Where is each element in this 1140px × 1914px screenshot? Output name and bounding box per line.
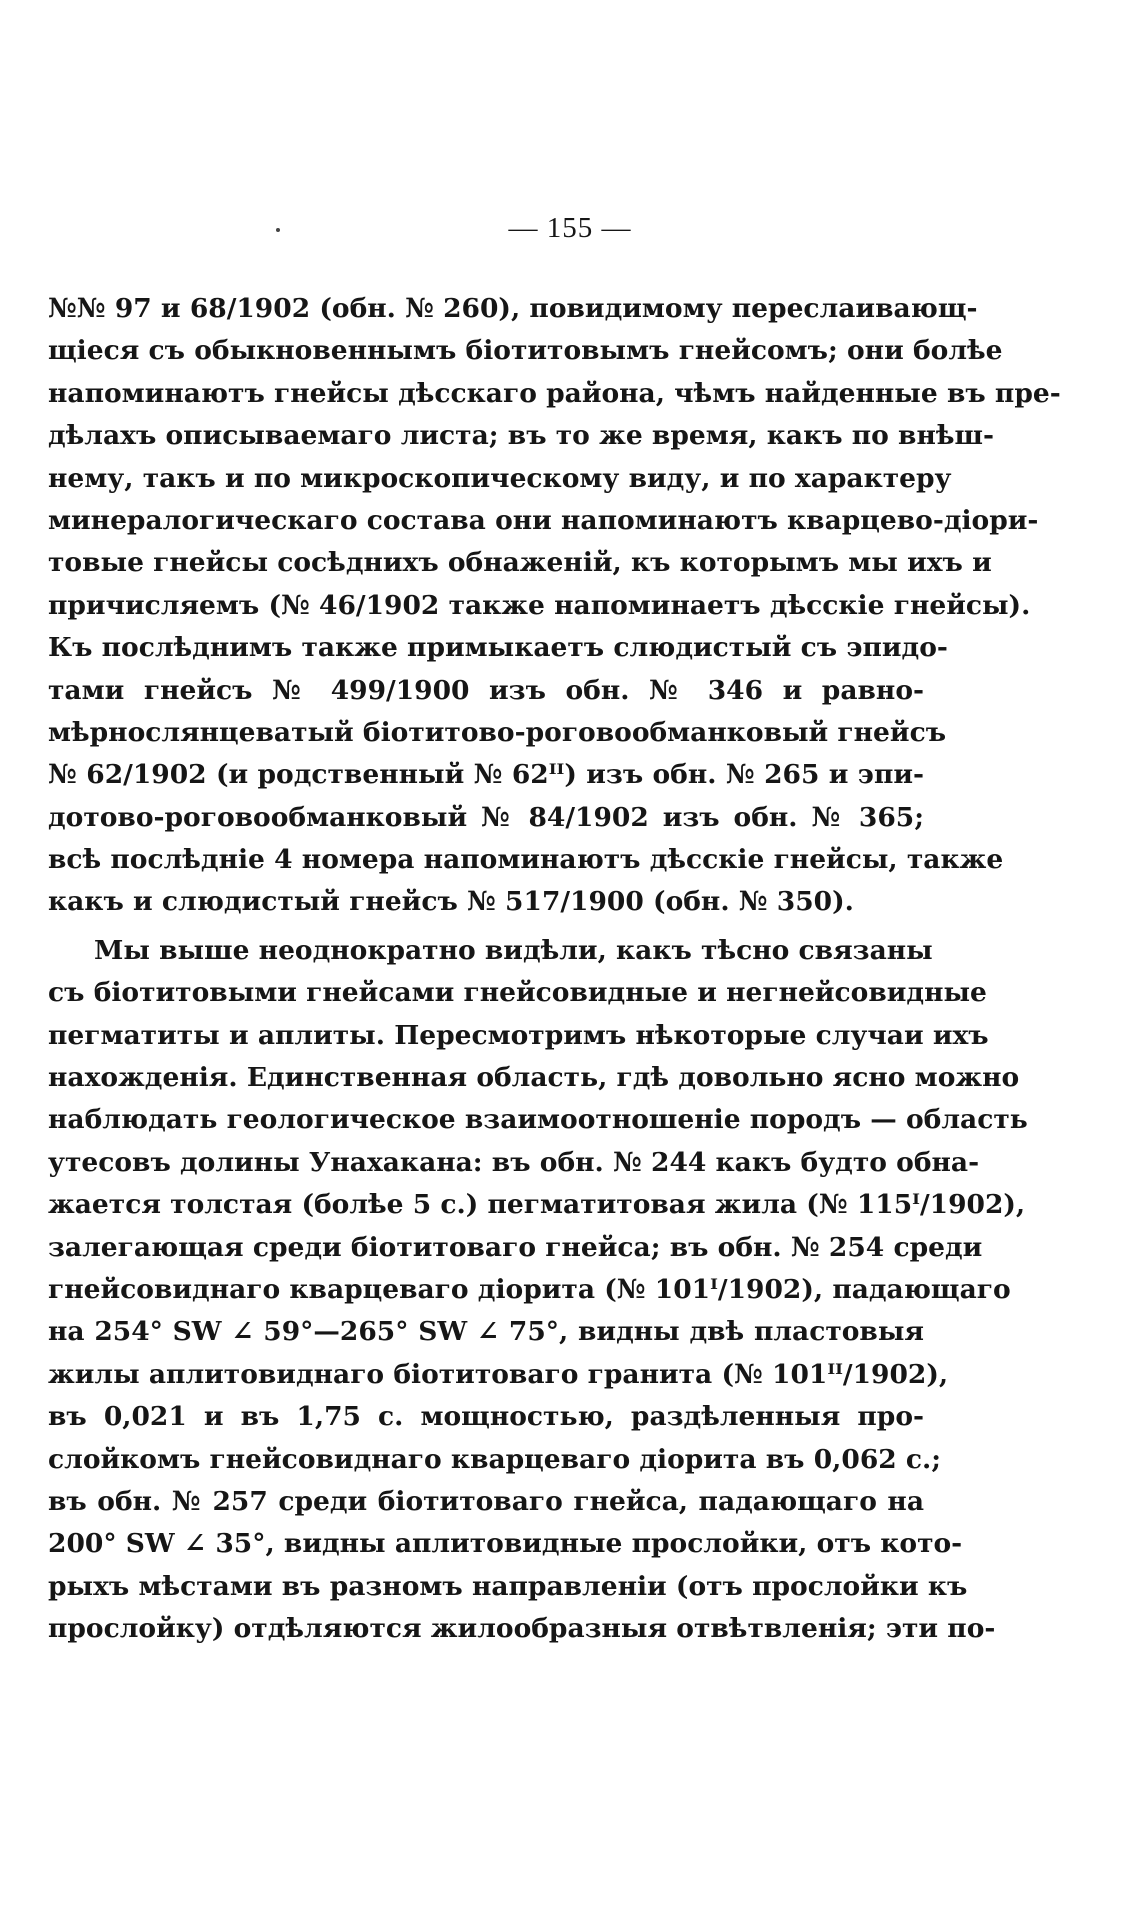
- text-line: рыхъ мѣстами въ разномъ направленіи (отъ прослойки къ: [48, 1570, 968, 1602]
- text-line: въ обн. № 257 среди біотитоваго гнейса, падающаго на: [48, 1485, 924, 1517]
- text-line: жилы аплитовиднаго біотитоваго гранита (№ 101ᴵᴵ/1902),: [48, 1358, 949, 1390]
- body-text: [48, 288, 1061, 1651]
- text-line: нему, такъ и по микроскопическому виду, и по характеру: [48, 462, 952, 494]
- text-line: гнейсовиднаго кварцеваго діорита (№ 101ᴵ/1902), падающаго: [48, 1273, 1011, 1305]
- text-line: въ 0,021 и въ 1,75 с. мощностью, раздѣленныя про-: [48, 1401, 924, 1433]
- text-line: залегающая среди біотитоваго гнейса; въ обн. № 254 среди: [48, 1231, 983, 1263]
- text-line: товые гнейсы сосѣднихъ обнаженій, къ которымъ мы ихъ и: [48, 547, 992, 579]
- text-line: съ біотитовыми гнейсами гнейсовидные и негнейсовидные: [48, 977, 987, 1009]
- paragraph: [48, 288, 1061, 924]
- text-line: жается толстая (болѣе 5 с.) пегматитовая жила (№ 115ᴵ/1902),: [48, 1189, 1026, 1221]
- text-line: слойкомъ гнейсовиднаго кварцеваго діорита въ 0,062 с.;: [48, 1443, 942, 1475]
- text-line: дотово-роговообманковый № 84/1902 изъ обн. № 365;: [48, 801, 924, 833]
- text-line: наблюдать геологическое взаимоотношеніе породъ — область: [48, 1104, 1028, 1136]
- text-line: Къ послѣднимъ также примыкаетъ слюдистый съ эпидо-: [48, 632, 948, 664]
- text-line: утесовъ долины Унахакана: въ обн. № 244 какъ будто обна-: [48, 1146, 980, 1178]
- text-line: причисляемъ (№ 46/1902 также напоминаетъ дѣсскіе гнейсы).: [48, 589, 1031, 621]
- page-number: — 155 —: [508, 212, 632, 244]
- text-line: нахожденія. Единственная область, гдѣ довольно ясно можно: [48, 1062, 1020, 1094]
- text-line: напоминаютъ гнейсы дѣсскаго района, чѣмъ найденные въ пре-: [48, 377, 1061, 409]
- text-line: всѣ послѣдніе 4 номера напоминаютъ дѣсскіе гнейсы, также: [48, 844, 1004, 876]
- text-line: пегматиты и аплиты. Пересмотримъ нѣкоторые случаи ихъ: [48, 1019, 989, 1051]
- text-line: на 254° SW ∠ 59°—265° SW ∠ 75°, видны двѣ пластовыя: [48, 1316, 924, 1348]
- text-line: дѣлахъ описываемаго листа; въ то же время, какъ по внѣш-: [48, 420, 994, 452]
- text-line: № 62/1902 (и родственный № 62ᴵᴵ) изъ обн. № 265 и эпи-: [48, 759, 924, 791]
- text-line: 200° SW ∠ 35°, видны аплитовидные прослойки, отъ кото-: [48, 1528, 963, 1560]
- text-line: щіеся съ обыкновеннымъ біотитовымъ гнейсомъ; они болѣе: [48, 335, 1003, 367]
- text-line: тами гнейсъ № 499/1900 изъ обн. № 346 и равно-: [48, 674, 924, 706]
- text-line: прослойку) отдѣляются жилообразныя отвѣтвленія; эти по-: [48, 1613, 996, 1645]
- text-line: какъ и слюдистый гнейсъ № 517/1900 (обн. № 350).: [48, 886, 854, 918]
- text-line: Мы выше неоднократно видѣли, какъ тѣсно связаны: [94, 934, 933, 966]
- text-line: №№ 97 и 68/1902 (обн. № 260), повидимому переслаивающ-: [48, 293, 978, 324]
- text-line: минералогическаго состава они напоминаютъ кварцево-діори-: [48, 504, 1039, 536]
- paragraph: [48, 930, 1028, 1651]
- text-line: мѣрнослянцеватый біотитово-роговообманковый гнейсъ: [48, 716, 947, 748]
